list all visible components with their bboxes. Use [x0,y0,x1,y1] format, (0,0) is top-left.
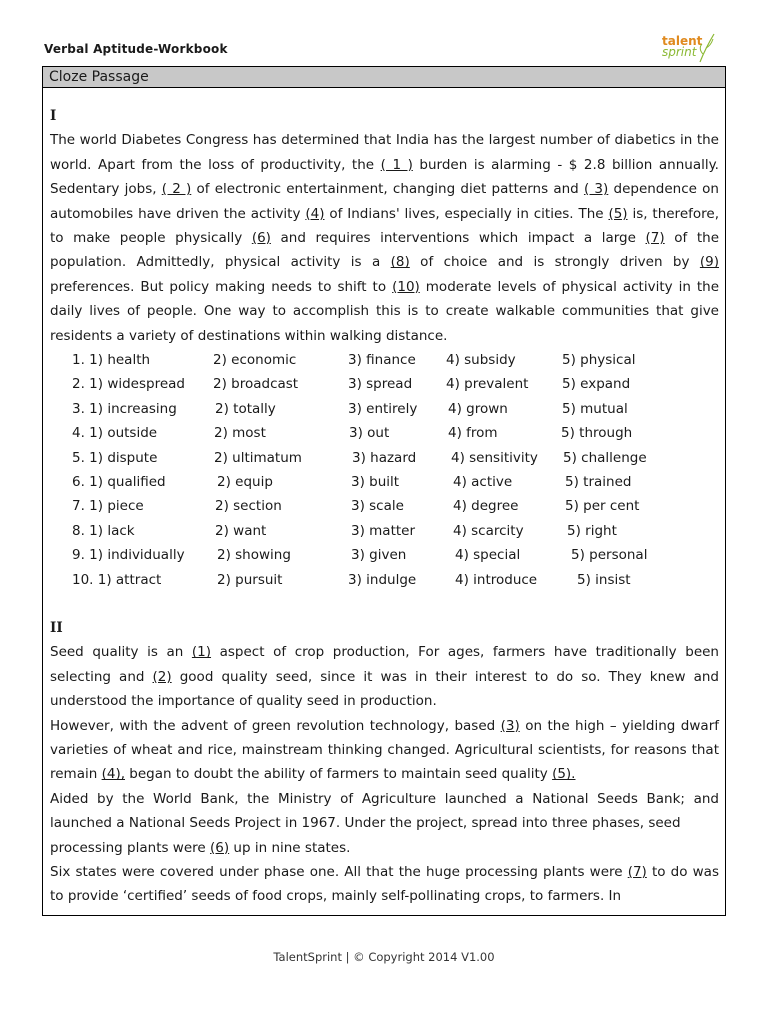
question-row [50,372,719,396]
text-run: and requires interventions which impact a large [270,230,646,247]
option-1: 7. 1) piece [72,498,144,515]
option-3: 3) given [351,547,407,564]
option-2: 2) totally [215,400,276,417]
blank-marker: ( 2 ) [161,181,192,198]
option-2: 2) section [215,498,282,515]
text-run: The world Diabetes Congress has determined that India has the largest number of diabetics in the world. Apart from the loss of productivity, the [50,132,719,173]
text-run: of the population. Admittedly, physical activity is a [50,230,719,271]
section-header: Cloze Passage [43,67,725,88]
option-5: 5) expand [562,376,631,393]
passage-1-text [50,128,719,348]
blank-marker: (4) [305,205,325,222]
question-row [50,421,719,445]
question-row [50,519,719,543]
option-2: 2) broadcast [213,376,299,393]
passage-2-para-3 [50,787,719,836]
option-2: 2) want [215,522,267,539]
blank-marker: (10) [392,278,420,295]
question-row [50,494,719,518]
text-run: of Indians' lives, especially in cities. The [324,205,609,222]
option-5: 5) personal [571,547,648,564]
option-2: 2) equip [217,474,273,491]
text-run: is, therefore, to make people physically [50,205,719,247]
option-1: 9. 1) individually [72,547,185,564]
option-1: 1. 1) health [72,352,151,369]
question-row [50,397,719,421]
blank-marker: (9) [699,254,719,271]
option-5: 5) through [561,425,633,442]
text-run: aspect of crop production, For ages, farmers have traditionally been selecting and [50,644,719,685]
option-3: 3) out [349,425,390,442]
option-4: 4) degree [453,498,519,515]
option-2: 2) showing [217,547,291,564]
option-3: 3) entirely [348,400,418,417]
option-1: 3. 1) increasing [72,400,177,417]
option-5: 5) per cent [565,498,640,515]
option-4: 4) active [453,474,513,491]
text-run: processing plants were [50,839,211,856]
option-5: 5) mutual [562,400,628,417]
passage-numeral-1: I [50,108,57,124]
blank-marker: (3) [500,717,520,734]
text-run: burden is alarming - $ 2.8 billion annually. Sedentary jobs, [50,156,719,198]
text-run: good quality seed, since it was in their interest to do so. They knew and understood the importance of quality seed in production. [50,668,719,710]
passage-2-para-2 [50,714,719,787]
option-4: 4) subsidy [446,352,516,369]
blank-marker: ( 3) [583,181,609,198]
talentsprint-logo [660,30,720,66]
blank-marker: (5). [552,766,576,783]
blank-marker: (7) [627,864,647,881]
option-2: 2) pursuit [217,571,283,588]
question-row [50,568,719,592]
option-4: 4) prevalent [446,376,529,393]
option-3: 3) spread [348,376,413,393]
option-2: 2) economic [213,352,297,369]
question-row [50,348,719,372]
text-run: moderate levels of physical activity in the daily lives of people. One way to accomplish this is to create walkable communities that give residents a variety of destinations within walking distance. [50,278,719,344]
option-1: 2. 1) widespread [72,376,185,393]
option-5: 5) right [567,522,617,539]
passage-2-para-1 [50,640,719,713]
question-row [50,446,719,470]
blank-marker: (7) [645,230,665,247]
passage-frame [42,66,726,916]
option-4: 4) from [448,425,498,442]
blank-marker: (4), [101,766,126,783]
text-run: of choice and is strongly driven by [409,254,700,271]
passage-2-para-3b [50,836,719,860]
page-footer: TalentSprint | © Copyright 2014 V1.00 [273,950,495,964]
option-1: 4. 1) outside [72,425,158,442]
option-4: 4) introduce [455,571,538,588]
passage-content [43,104,725,909]
question-row [50,543,719,567]
option-1: 5. 1) dispute [72,449,158,466]
text-run: Aided by the World Bank, the Ministry of Agriculture launched a National Seeds Bank; and launched a National Seeds Project in 1967. Under the project, spread into three phases, seed [50,790,719,832]
option-3: 3) matter [351,522,416,539]
blank-marker: (5) [608,205,628,222]
blank-marker: (6) [251,230,271,247]
option-5: 5) physical [562,352,636,369]
option-5: 5) challenge [563,449,647,466]
option-2: 2) most [214,425,266,442]
option-3: 3) built [351,474,400,491]
text-run: Six states were covered under phase one. All that the huge processing plants were [50,864,628,881]
option-5: 5) insist [577,571,631,588]
question-options [50,348,719,592]
passage-2-para-4 [50,860,719,909]
logo-text-talent: talent [662,34,703,48]
option-2: 2) ultimatum [214,449,302,466]
text-run: to do was to provide ‘certified’ seeds of food crops, mainly self-pollinating crops, to farmers. In [50,864,719,905]
option-4: 4) sensitivity [451,449,538,466]
text-run: on the high – yielding dwarf varieties of wheat and rice, mainstream thinking changed. Agricultural scientists, for reasons that remain [50,717,719,783]
text-run: dependence on automobiles have driven the activity [50,181,719,222]
option-1: 8. 1) lack [72,522,135,539]
passage-numeral-2: II [50,619,63,636]
option-3: 3) scale [351,498,404,515]
logo-text-sprint: sprint [662,45,697,59]
blank-marker: ( 1 ) [380,156,413,173]
option-3: 3) hazard [352,449,417,466]
document-title: Verbal Aptitude-Workbook [44,42,228,56]
text-run: up in nine states. [229,839,351,856]
option-4: 4) special [455,547,521,564]
blank-marker: (6) [210,839,230,856]
blank-marker: (8) [390,254,410,271]
text-run: began to doubt the ability of farmers to maintain seed quality [125,766,553,783]
blank-marker: (1) [191,644,212,661]
question-row [50,470,719,494]
option-4: 4) scarcity [453,522,524,539]
option-1: 10. 1) attract [72,571,162,588]
option-1: 6. 1) qualified [72,474,166,491]
option-5: 5) trained [565,474,632,491]
blank-marker: (2) [152,668,172,685]
text-run: Seed quality is an [50,644,192,661]
option-3: 3) finance [348,352,416,369]
text-run: However, with the advent of green revolution technology, based [50,717,501,734]
text-run: preferences. But policy making needs to shift to [50,278,393,295]
text-run: of electronic entertainment, changing diet patterns and [191,181,584,198]
option-4: 4) grown [448,400,508,417]
leaf-icon [696,30,718,64]
option-3: 3) indulge [348,571,417,588]
